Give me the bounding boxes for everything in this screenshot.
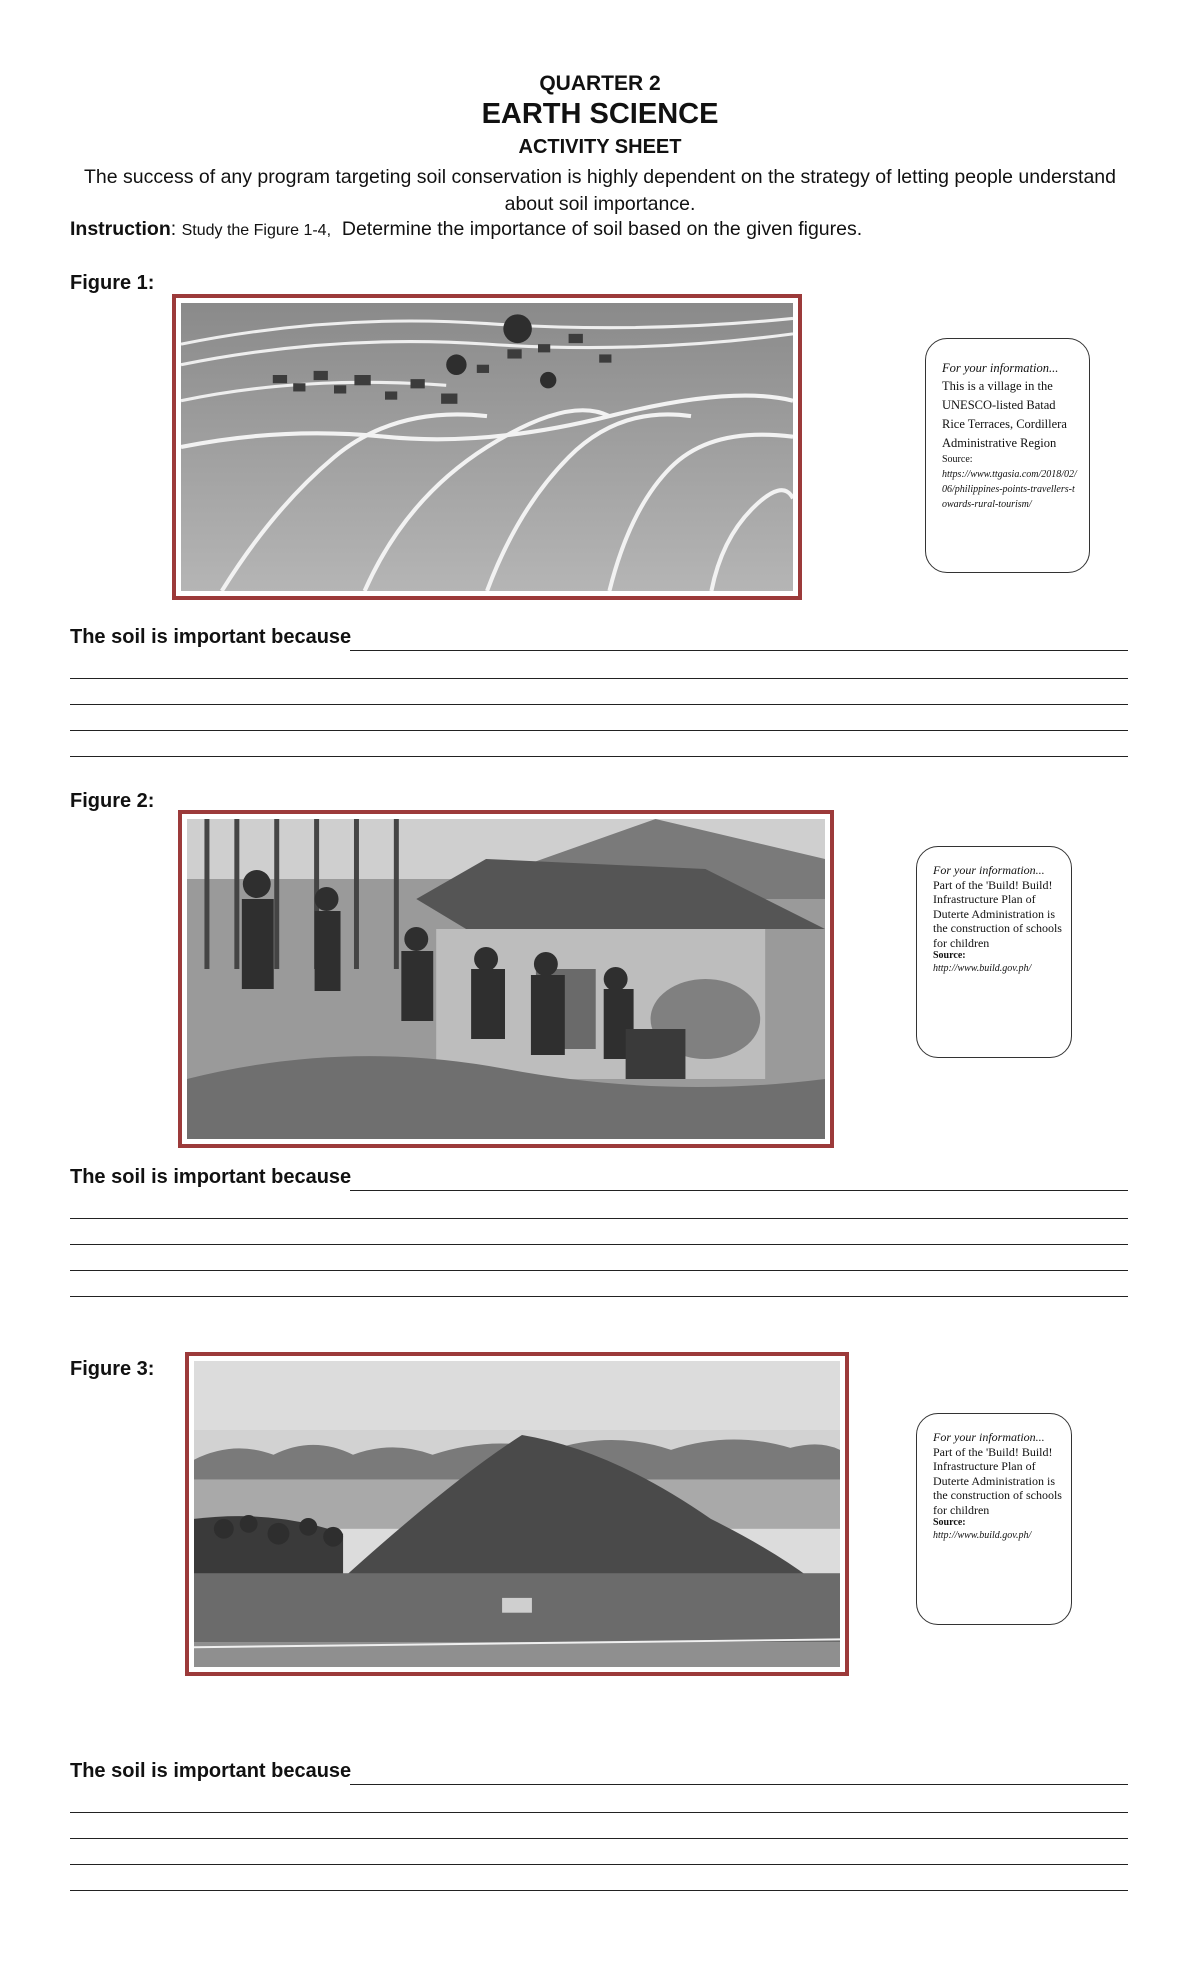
answer-line[interactable] <box>70 1270 1128 1271</box>
instruction-line: Instruction: Study the Figure 1-4, Determine the importance of soil based on the given figures. <box>70 218 863 240</box>
info-source-label: Source: <box>933 950 966 961</box>
answer-line[interactable] <box>70 1244 1128 1245</box>
figure-3-label: Figure 3: <box>70 1358 155 1380</box>
answer-line[interactable] <box>70 1838 1128 1839</box>
figure-1-prompt: The soil is important because <box>70 626 352 648</box>
answer-line[interactable] <box>70 1218 1128 1219</box>
instruction-part-1: Study the Figure 1-4, <box>181 222 332 239</box>
info-body: This is a village in the UNESCO-listed Batad Rice Terraces, Cordillera Administrative Region <box>942 379 1067 450</box>
info-body: Part of the 'Build! Build! Infrastructure Plan of Duterte Administration is the construction of schools for children <box>933 1444 1062 1517</box>
info-source: http://www.build.gov.ph/ <box>933 963 1032 974</box>
intro-paragraph: The success of any program targeting soil conservation is highly dependent on the strategy of letting people understand about soil importance. <box>84 166 1116 215</box>
figure-2-image <box>178 810 834 1148</box>
figure-1-label: Figure 1: <box>70 272 155 294</box>
figure-2-info-box <box>916 846 1072 1058</box>
info-source: https://www.ttgasia.com/2018/02/06/philippines-points-travellers-towards-rural-tourism/ <box>942 469 1077 510</box>
answer-line[interactable] <box>70 730 1128 731</box>
figure-3-info-box <box>916 1413 1072 1625</box>
figure-3-image <box>185 1352 849 1676</box>
answer-line[interactable] <box>70 1890 1128 1891</box>
subject-title: EARTH SCIENCE <box>481 98 719 130</box>
answer-line[interactable] <box>70 1296 1128 1297</box>
instruction-label: Instruction <box>70 218 171 240</box>
answer-line[interactable] <box>70 1864 1128 1865</box>
info-heading: For your information... <box>942 361 1059 375</box>
info-heading: For your information... <box>933 1430 1045 1444</box>
answer-line[interactable] <box>70 678 1128 679</box>
chocolate-hills-photo <box>194 1361 840 1667</box>
instruction-part-2: Determine the importance of soil based on the given figures. <box>341 218 863 240</box>
answer-line[interactable] <box>350 650 1128 651</box>
answer-line[interactable] <box>70 756 1128 757</box>
rice-terraces-photo <box>181 303 793 591</box>
answer-line[interactable] <box>350 1784 1128 1785</box>
answer-line[interactable] <box>350 1190 1128 1191</box>
figure-1-image <box>172 294 802 600</box>
info-source: http://www.build.gov.ph/ <box>933 1530 1032 1541</box>
figure-2-prompt: The soil is important because <box>70 1166 352 1188</box>
answer-line[interactable] <box>70 1812 1128 1813</box>
answer-line[interactable] <box>70 704 1128 705</box>
info-source-label: Source: <box>942 454 973 465</box>
sheet-subtitle: ACTIVITY SHEET <box>518 136 682 158</box>
figure-3-prompt: The soil is important because <box>70 1760 352 1782</box>
figure-2-label: Figure 2: <box>70 790 155 812</box>
quarter-heading: QUARTER 2 <box>539 72 661 95</box>
construction-site-photo <box>187 819 825 1139</box>
info-source-label: Source: <box>933 1517 966 1528</box>
info-heading: For your information... <box>933 863 1045 877</box>
figure-1-info-box <box>925 338 1090 573</box>
info-body: Part of the 'Build! Build! Infrastructure Plan of Duterte Administration is the construction of schools for children <box>933 877 1062 950</box>
